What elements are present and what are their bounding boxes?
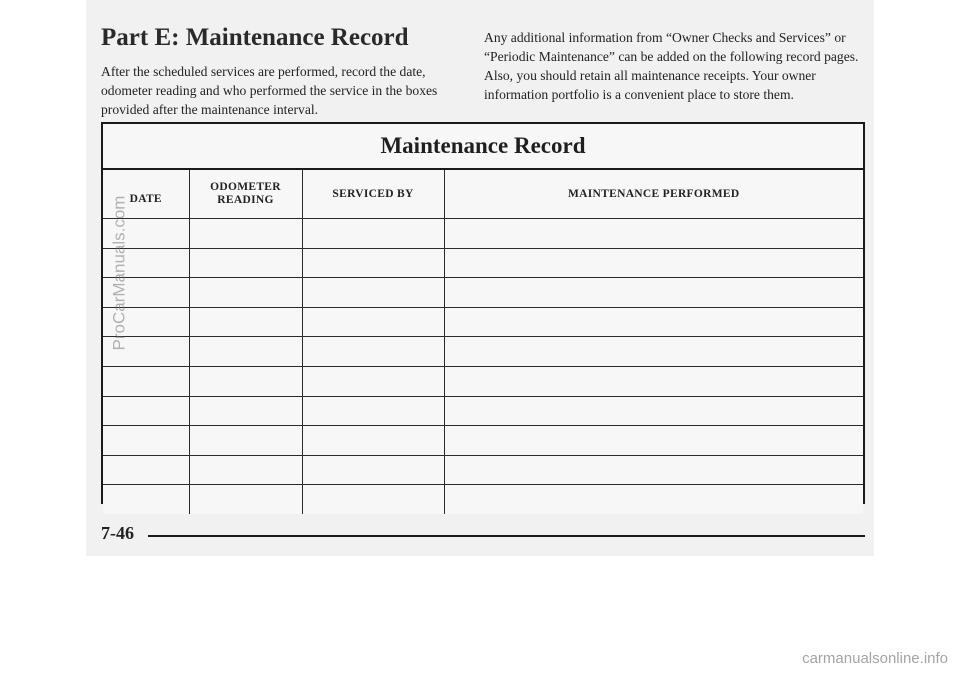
serviced-by-cell[interactable] bbox=[302, 248, 444, 278]
date-cell[interactable] bbox=[103, 455, 189, 485]
column-header-odometer bbox=[189, 170, 302, 219]
serviced-by-cell[interactable] bbox=[302, 485, 444, 514]
table-row bbox=[103, 396, 863, 426]
odometer-cell[interactable] bbox=[189, 337, 302, 367]
serviced-by-cell[interactable] bbox=[302, 366, 444, 396]
table-row bbox=[103, 485, 863, 514]
column-header-odometer-line1: ODOMETER bbox=[210, 181, 281, 193]
column-header-odometer-line2: READING bbox=[217, 194, 274, 206]
date-cell[interactable] bbox=[103, 396, 189, 426]
maintenance-record-box bbox=[101, 122, 865, 504]
date-cell[interactable] bbox=[103, 366, 189, 396]
date-cell[interactable] bbox=[103, 426, 189, 456]
maintenance-cell[interactable] bbox=[444, 219, 863, 249]
maintenance-cell[interactable] bbox=[444, 337, 863, 367]
page-heading: Part E: Maintenance Record bbox=[101, 24, 409, 51]
table-header-row bbox=[103, 170, 863, 219]
maintenance-cell[interactable] bbox=[444, 307, 863, 337]
footer-rule bbox=[148, 535, 865, 537]
watermark-side bbox=[108, 178, 130, 368]
odometer-cell[interactable] bbox=[189, 278, 302, 308]
intro-paragraph-left: After the scheduled services are performed, record the date, odometer reading and who performed the service in the boxes provided after the maintenance interval. bbox=[101, 64, 438, 117]
watermark-bottom: carmanualsonline.info bbox=[802, 650, 948, 667]
column-header-maintenance bbox=[444, 170, 863, 219]
maintenance-cell[interactable] bbox=[444, 455, 863, 485]
serviced-by-cell[interactable] bbox=[302, 278, 444, 308]
maintenance-record-table bbox=[103, 170, 863, 514]
table-row bbox=[103, 248, 863, 278]
maintenance-cell[interactable] bbox=[444, 278, 863, 308]
serviced-by-cell[interactable] bbox=[302, 396, 444, 426]
watermark-side-text: ProCarManuals.com bbox=[109, 195, 129, 351]
column-header-date-label: DATE bbox=[129, 192, 162, 205]
table-row bbox=[103, 337, 863, 367]
odometer-cell[interactable] bbox=[189, 307, 302, 337]
odometer-cell[interactable] bbox=[189, 366, 302, 396]
page-number: 7-46 bbox=[101, 523, 134, 543]
column-header-maintenance-label: MAINTENANCE PERFORMED bbox=[568, 187, 740, 200]
maintenance-cell[interactable] bbox=[444, 248, 863, 278]
maintenance-cell[interactable] bbox=[444, 396, 863, 426]
serviced-by-cell[interactable] bbox=[302, 455, 444, 485]
record-rows bbox=[103, 219, 863, 514]
table-row bbox=[103, 278, 863, 308]
column-header-serviced-by-label: SERVICED BY bbox=[332, 187, 414, 200]
odometer-cell[interactable] bbox=[189, 396, 302, 426]
maintenance-cell[interactable] bbox=[444, 366, 863, 396]
odometer-cell[interactable] bbox=[189, 455, 302, 485]
serviced-by-cell[interactable] bbox=[302, 426, 444, 456]
maintenance-cell[interactable] bbox=[444, 426, 863, 456]
record-title: Maintenance Record bbox=[103, 124, 863, 170]
table-row bbox=[103, 455, 863, 485]
table-row bbox=[103, 426, 863, 456]
maintenance-cell[interactable] bbox=[444, 485, 863, 514]
odometer-cell[interactable] bbox=[189, 219, 302, 249]
table-row bbox=[103, 366, 863, 396]
column-header-serviced-by bbox=[302, 170, 444, 219]
date-cell[interactable] bbox=[103, 485, 189, 514]
serviced-by-cell[interactable] bbox=[302, 337, 444, 367]
odometer-cell[interactable] bbox=[189, 248, 302, 278]
table-row bbox=[103, 219, 863, 249]
odometer-cell[interactable] bbox=[189, 485, 302, 514]
serviced-by-cell[interactable] bbox=[302, 219, 444, 249]
odometer-cell[interactable] bbox=[189, 426, 302, 456]
intro-paragraph-right: Any additional information from “Owner Checks and Services” or “Periodic Maintenance” can be added on the following record pages. Also, you should retain all maintenance receipts. Your owner information portfolio is a convenient place to store them. bbox=[484, 30, 859, 102]
table-row bbox=[103, 307, 863, 337]
serviced-by-cell[interactable] bbox=[302, 307, 444, 337]
